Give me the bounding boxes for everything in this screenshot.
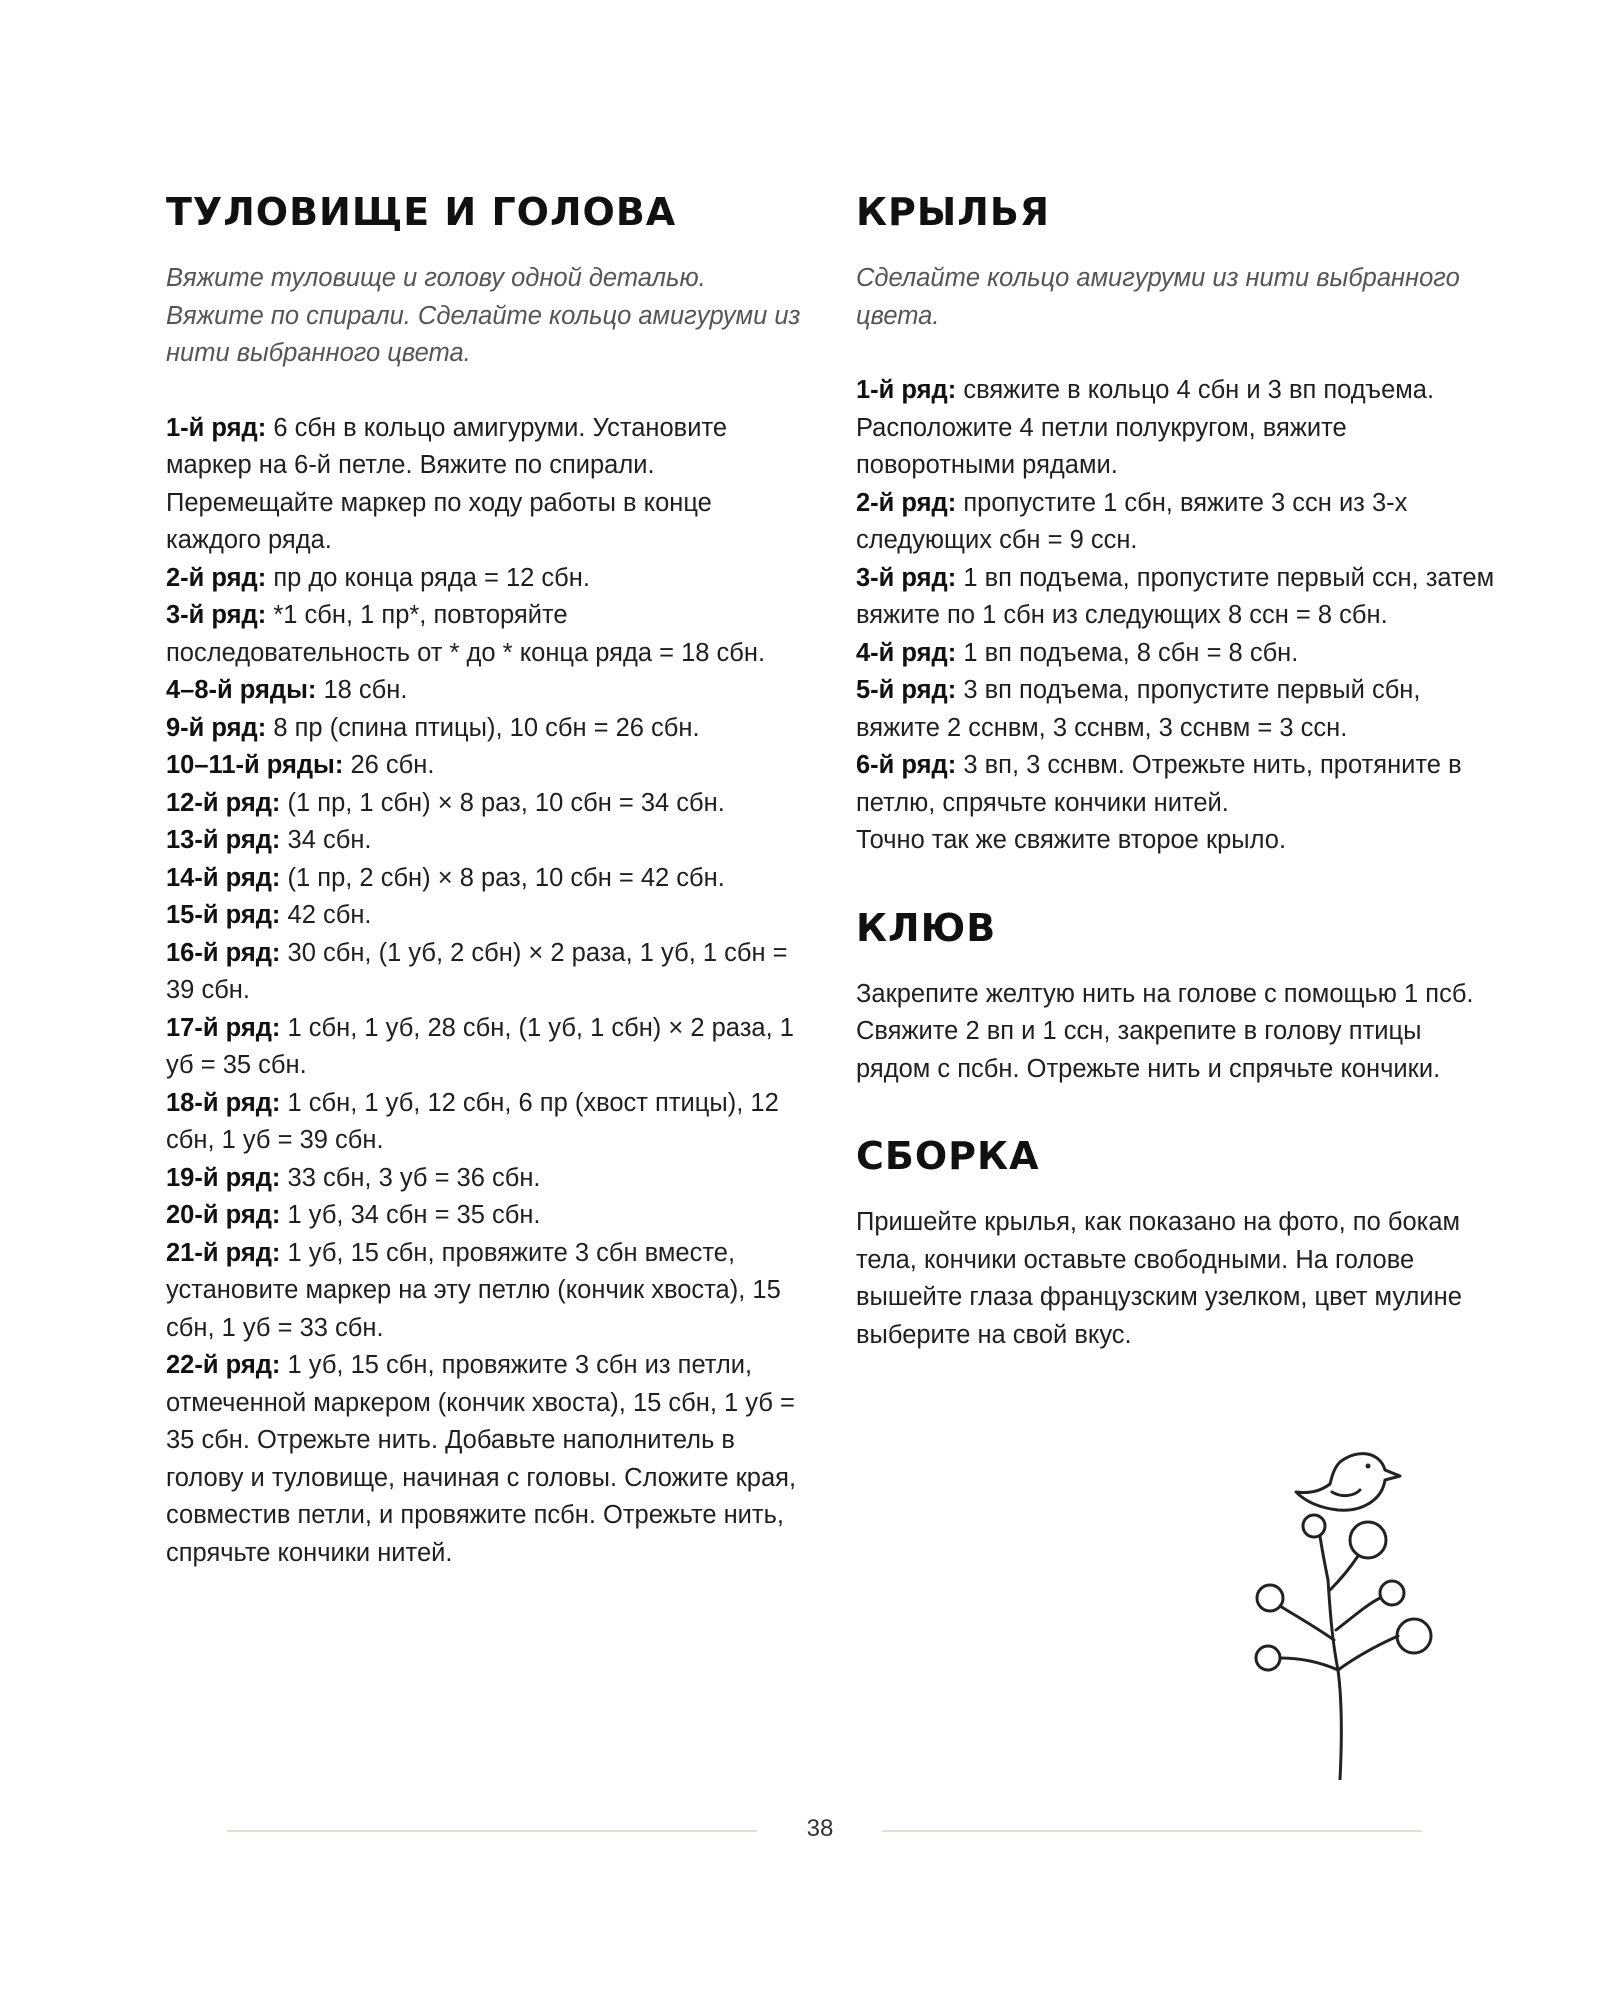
page-number: 38 xyxy=(806,1815,834,1842)
row-label: 20-й ряд: xyxy=(166,1201,281,1229)
row-item xyxy=(166,597,806,672)
row-label: 1-й ряд: xyxy=(856,376,957,404)
row-label: 3-й ряд: xyxy=(166,601,267,629)
row-label: 15-й ряд: xyxy=(166,901,281,929)
row-text: свяжите в кольцо 4 сбн и 3 вп подъема. Расположите 4 петли полукругом, вяжите поворотными рядами. xyxy=(856,376,1435,479)
row-item xyxy=(166,747,806,785)
bird-on-branch-illustration xyxy=(1250,1440,1530,1780)
row-label: 1-й ряд: xyxy=(166,413,267,442)
row-item xyxy=(166,1197,806,1235)
row-label: 18-й ряд: xyxy=(166,1088,281,1117)
row-text: 26 сбн. xyxy=(350,751,435,779)
wings-intro: Сделайте кольцо амигуруми из нити выбранного цвета. xyxy=(856,264,1460,330)
row-label: 2-й ряд: xyxy=(166,563,267,592)
row-text: 1 уб, 15 сбн, провяжите 3 сбн вместе, установите маркер на эту петлю (кончик хвоста), 15 сбн, 1 уб = 33 сбн. xyxy=(166,1238,781,1342)
row-item xyxy=(166,860,806,898)
row-item xyxy=(856,747,1496,822)
row-item xyxy=(166,410,806,560)
assembly-text: Пришейте крылья, как показано на фото, по бокам тела, кончики оставьте свободными. На голове вышейте глаза французским узелком, цвет мулине выберите на свой вкус. xyxy=(856,1208,1462,1349)
row-item xyxy=(166,672,806,710)
row-text: пр до конца ряда = 12 сбн. xyxy=(273,563,590,592)
row-text: 33 сбн, 3 уб = 36 сбн. xyxy=(287,1163,541,1192)
body-head-heading: ТУЛОВИЩЕ И ГОЛОВА xyxy=(166,190,677,234)
row-label: 13-й ряд: xyxy=(166,826,281,854)
row-text: 34 сбн. xyxy=(287,826,372,854)
row-item xyxy=(166,1160,806,1198)
row-item xyxy=(856,485,1496,560)
wings-rows xyxy=(856,372,1496,822)
row-item xyxy=(166,822,806,860)
row-item xyxy=(166,710,806,748)
beak-text: Закрепите желтую нить на голове с помощью 1 псб. Свяжите 2 вп и 1 ссн, закрепите в голову птицы рядом с псбн. Отрежьте нить и спрячьте кончики. xyxy=(856,979,1474,1083)
row-item xyxy=(856,560,1496,635)
assembly-section xyxy=(856,1130,1496,1354)
row-label: 4–8-й ряды: xyxy=(166,676,317,704)
row-label: 10–11-й ряды: xyxy=(166,751,344,779)
row-label: 22-й ряд: xyxy=(166,1351,281,1379)
row-text: (1 пр, 1 сбн) × 8 раз, 10 сбн = 34 сбн. xyxy=(287,788,725,817)
row-text: 30 сбн, (1 уб, 2 сбн) × 2 раза, 1 уб, 1 сбн = 39 сбн. xyxy=(166,938,788,1004)
row-label: 5-й ряд: xyxy=(856,676,957,704)
row-label: 14-й ряд: xyxy=(166,863,281,892)
row-item xyxy=(166,1085,806,1160)
row-item xyxy=(166,1235,806,1348)
row-label: 6-й ряд: xyxy=(856,751,957,779)
row-text: 8 пр (спина птицы), 10 сбн = 26 сбн. xyxy=(273,713,700,742)
row-text: 42 сбн. xyxy=(287,901,372,929)
row-text: (1 пр, 2 сбн) × 8 раз, 10 сбн = 42 сбн. xyxy=(287,863,725,892)
row-label: 12-й ряд: xyxy=(166,788,281,817)
row-label: 2-й ряд: xyxy=(856,488,957,517)
row-item xyxy=(166,560,806,598)
row-item xyxy=(856,372,1496,485)
row-label: 17-й ряд: xyxy=(166,1013,281,1042)
row-label: 9-й ряд: xyxy=(166,713,267,742)
row-text: *1 сбн, 1 пр*, повторяйте последовательность от * до * конца ряда = 18 сбн. xyxy=(166,601,766,667)
row-text: пропустите 1 сбн, вяжите 3 ссн из 3-х следующих сбн = 9 ссн. xyxy=(856,488,1408,554)
right-column xyxy=(856,186,1496,1354)
row-text: 1 уб, 34 сбн = 35 сбн. xyxy=(287,1201,541,1229)
row-text: 3 вп подъема, пропустите первый сбн, вяжите 2 сснвм, 3 сснвм, 3 сснвм = 3 ссн. xyxy=(856,676,1421,742)
row-item xyxy=(166,935,806,1010)
beak-heading: КЛЮВ xyxy=(856,905,997,950)
footer-rule-right xyxy=(882,1830,1422,1832)
wings-closing: Точно так же свяжите второе крыло. xyxy=(856,826,1287,854)
row-text: 18 сбн. xyxy=(323,676,408,704)
body-head-intro: Вяжите туловище и голову одной деталью. Вяжите по спирали. Сделайте кольцо амигуруми из нити выбранного цвета. xyxy=(166,264,801,367)
row-item xyxy=(166,1347,806,1572)
row-label: 4-й ряд: xyxy=(856,638,957,667)
body-head-rows xyxy=(166,410,806,1573)
row-item xyxy=(166,1010,806,1085)
row-item xyxy=(166,785,806,823)
row-label: 16-й ряд: xyxy=(166,938,281,967)
row-text: 1 уб, 15 сбн, провяжите 3 сбн из петли, отмеченной маркером (кончик хвоста), 15 сбн, 1 уб = 35 сбн. Отрежьте нить. Добавьте наполнитель в голову и туловище, начиная с головы. Сложите края, совместив петли, и провяжите псбн. Отрежьте нить, спрячьте кончики нитей. xyxy=(166,1351,797,1567)
left-column xyxy=(166,186,806,1572)
row-label: 3-й ряд: xyxy=(856,563,957,592)
row-text: 1 вп подъема, пропустите первый ссн, затем вяжите по 1 сбн из следующих 8 ссн = 8 сбн. xyxy=(856,563,1495,629)
row-text: 1 сбн, 1 уб, 12 сбн, 6 пр (хвост птицы), 12 сбн, 1 уб = 39 сбн. xyxy=(166,1088,779,1154)
row-text: 1 вп подъема, 8 сбн = 8 сбн. xyxy=(963,638,1299,667)
row-item xyxy=(166,897,806,935)
row-item xyxy=(856,635,1496,673)
beak-section xyxy=(856,902,1496,1089)
row-item xyxy=(856,672,1496,747)
row-text: 3 вп, 3 сснвм. Отрежьте нить, протяните в петлю, спрячьте кончики нитей. xyxy=(856,751,1462,817)
row-label: 19-й ряд: xyxy=(166,1163,281,1192)
wings-heading: КРЫЛЬЯ xyxy=(856,190,1051,234)
assembly-heading: СБОРКА xyxy=(856,1134,1040,1178)
row-label: 21-й ряд: xyxy=(166,1238,281,1267)
footer-rule-left xyxy=(227,1830,757,1832)
row-text: 6 сбн в кольцо амигуруми. Установите маркер на 6-й петле. Вяжите по спирали. Перемещайте маркер по ходу работы в конце каждого ряда. xyxy=(166,413,728,554)
row-text: 1 сбн, 1 уб, 28 сбн, (1 уб, 1 сбн) × 2 раза, 1 уб = 35 сбн. xyxy=(166,1013,794,1079)
